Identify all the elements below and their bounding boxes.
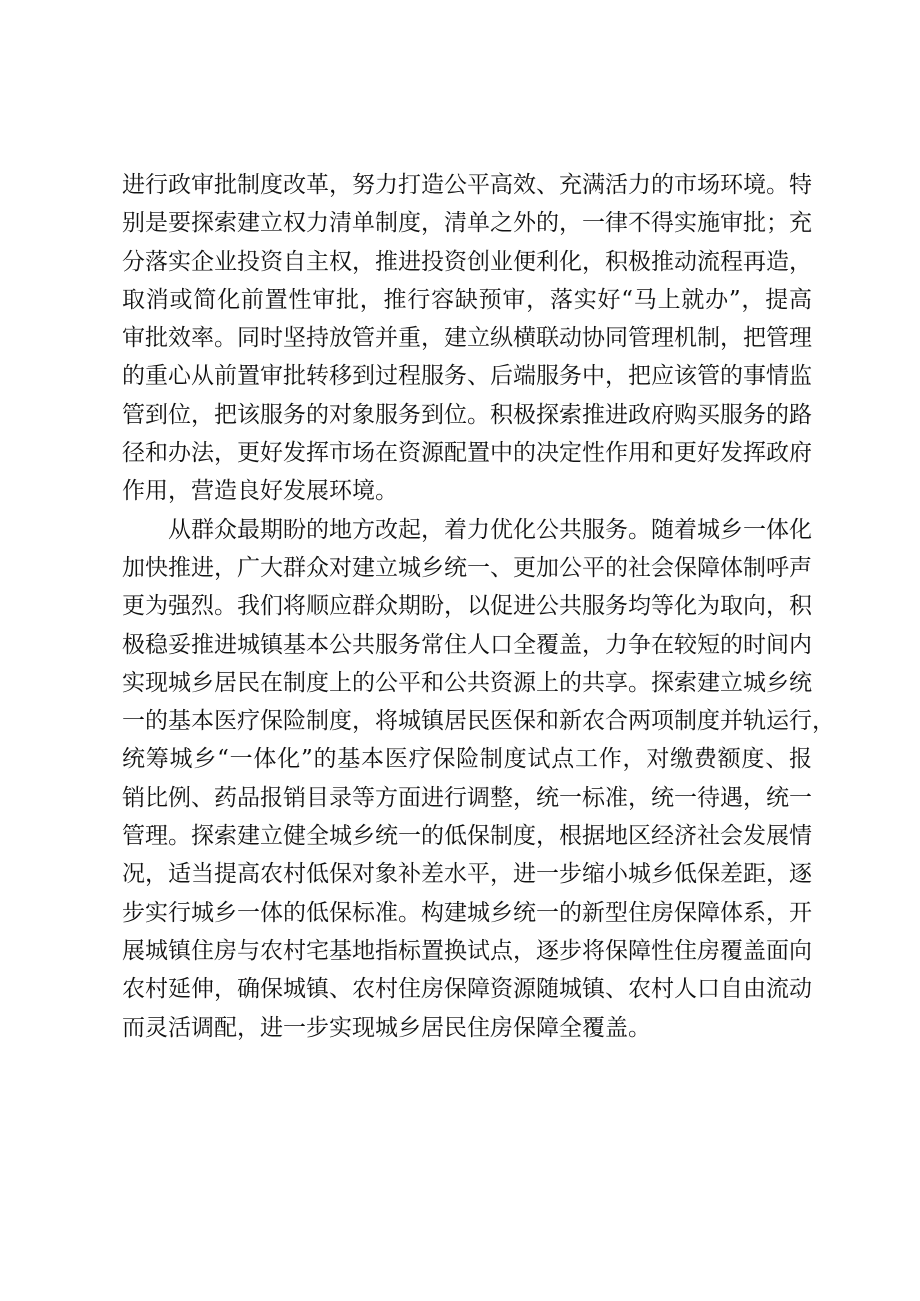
- text-line: 审批效率。同时坚持放管并重，建立纵横联动协同管理机制，把管理: [122, 325, 812, 352]
- paragraph-2: [122, 511, 835, 1047]
- text-line: 管到位，把该服务的对象服务到位。积极探索推进政府购买服务的路: [122, 401, 812, 428]
- text-line: 销比例、药品报销目录等方面进行调整，统一标准，统一待遇，统一: [122, 784, 812, 811]
- text-line: 作用，营造良好发展环境。: [122, 478, 398, 505]
- text-line: 步实行城乡一体的低保标准。构建城乡统一的新型住房保障体系，开: [122, 899, 812, 926]
- text-line: 实现城乡居民在制度上的公平和公共资源上的共享。探索建立城乡统: [122, 669, 812, 696]
- text-line: 农村延伸，确保城镇、农村住房保障资源随城镇、农村人口自由流动: [122, 976, 812, 1003]
- text-line: 展城镇住房与农村宅基地指标置换试点，逐步将保障性住房覆盖面向: [122, 937, 812, 964]
- text-line: 极稳妥推进城镇基本公共服务常住人口全覆盖，力争在较短的时间内: [122, 631, 812, 658]
- text-line: 从群众最期盼的地方改起，着力优化公共服务。随着城乡一体化: [168, 516, 812, 543]
- text-line: 别是要探索建立权力清单制度，清单之外的，一律不得实施审批；充: [122, 210, 812, 237]
- text-line: 而灵活调配，进一步实现城乡居民住房保障全覆盖。: [122, 1014, 651, 1041]
- text-line: 径和办法，更好发挥市场在资源配置中的决定性作用和更好发挥政府: [122, 440, 812, 467]
- text-line: 统筹城乡“一体化”的基本医疗保险制度试点工作，对缴费额度、报: [122, 746, 812, 773]
- text-line: 进行政审批制度改革，努力打造公平高效、充满活力的市场环境。特: [122, 172, 812, 198]
- document-body: [122, 166, 835, 1047]
- text-line: 分落实企业投资自主权，推进投资创业便利化，积极推动流程再造，: [122, 248, 812, 275]
- text-line: 况，适当提高农村低保对象补差水平，进一步缩小城乡低保差距，逐: [122, 861, 812, 888]
- text-line: 管理。探索建立健全城乡统一的低保制度，根据地区经济社会发展情: [122, 823, 812, 850]
- paragraph-1: [122, 166, 812, 511]
- text-line: 一的基本医疗保险制度，将城镇居民医保和新农合两项制度并轨运行，: [122, 708, 835, 735]
- text-line: 取消或简化前置性审批，推行容缺预审，落实好“马上就办”，提高: [122, 286, 812, 313]
- text-line: 更为强烈。我们将顺应群众期盼，以促进公共服务均等化为取向，积: [122, 593, 812, 620]
- text-line: 的重心从前置审批转移到过程服务、后端服务中，把应该管的事情监: [122, 363, 812, 390]
- text-line: 加快推进，广大群众对建立城乡统一、更加公平的社会保障体制呼声: [122, 554, 812, 581]
